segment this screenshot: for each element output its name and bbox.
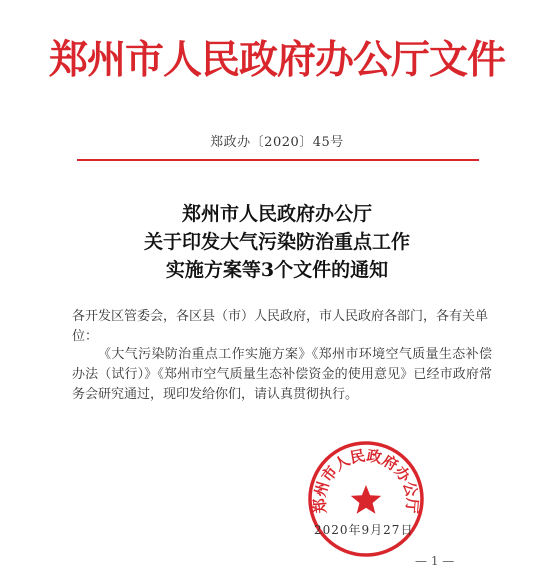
title-line-2: 关于印发大气污染防治重点工作 [143, 231, 410, 253]
red-divider-line [77, 159, 479, 161]
notice-title [0, 200, 554, 284]
seal-text: 郑州市人民政府办公厅 [310, 446, 422, 515]
title-line-3: 实施方案等3个文件的通知 [165, 259, 389, 281]
masthead-title: 郑州市人民政府办公厅文件 [48, 37, 505, 83]
seal-star-icon [351, 485, 381, 514]
title-line-1: 郑州市人民政府办公厅 [181, 203, 372, 225]
addressee-text: 各开发区管委会，各区县（市）人民政府，市人民政府各部门，各有关单位： [72, 309, 489, 344]
issue-date: 2020年9月27日 [314, 523, 414, 537]
official-seal [307, 440, 425, 558]
page-number: — 1 — [415, 554, 455, 568]
body-paragraph: 《大气污染防治重点工作实施方案》《郑州市环境空气质量生态补偿办法（试行）》《郑州市空气质量生态补偿资金的使用意见》已经市政府常务会研究通过，现印发给你们，请认真贯彻执行。 [72, 347, 492, 402]
document-number: 郑政办〔2020〕45号 [210, 135, 344, 150]
